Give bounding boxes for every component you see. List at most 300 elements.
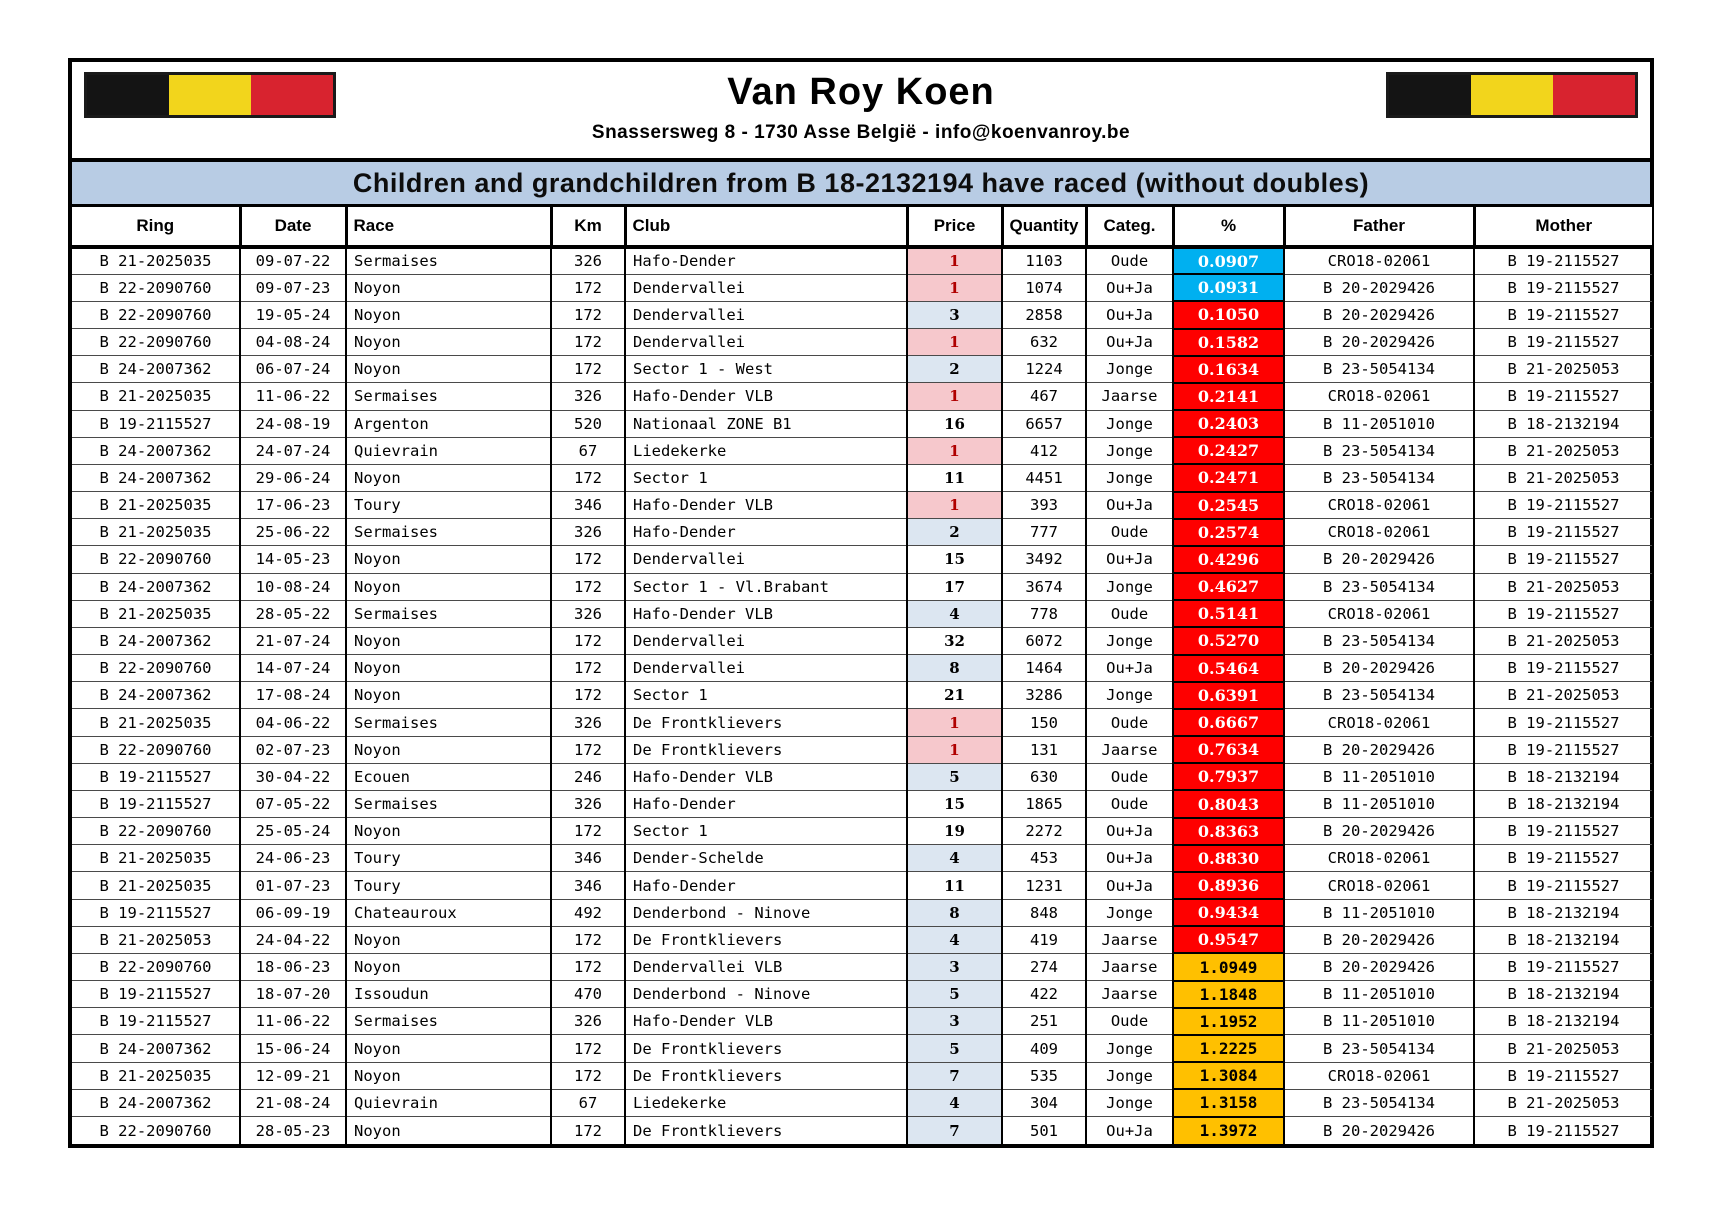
cell-km: 520 [551,410,625,437]
cell-quantity: 2858 [1002,301,1086,328]
cell-ring: B 21-2025035 [72,383,240,410]
cell-price: 7 [907,1062,1002,1089]
cell-percent: 0.6667 [1173,709,1284,736]
cell-mother: B 18-2132194 [1474,1008,1652,1035]
cell-price: 1 [907,274,1002,301]
cell-km: 172 [551,655,625,682]
cell-categ: Jonge [1086,573,1173,600]
table-row [72,437,1652,464]
cell-mother: B 21-2025053 [1474,627,1652,654]
cell-race: Noyon [346,627,551,654]
cell-date: 04-06-22 [240,709,346,736]
cell-ring: B 22-2090760 [72,301,240,328]
cell-father: B 23-5054134 [1284,682,1474,709]
cell-race: Sermaises [346,383,551,410]
cell-mother: B 18-2132194 [1474,410,1652,437]
cell-ring: B 21-2025035 [72,709,240,736]
cell-club: Hafo-Dender [625,790,907,817]
cell-quantity: 274 [1002,953,1086,980]
cell-categ: Jonge [1086,1089,1173,1116]
cell-mother: B 21-2025053 [1474,1089,1652,1116]
cell-percent: 0.5141 [1173,600,1284,627]
cell-quantity: 4451 [1002,464,1086,491]
cell-categ: Ou+Ja [1086,274,1173,301]
cell-race: Noyon [346,818,551,845]
cell-mother: B 19-2115527 [1507,1121,1620,1140]
cell-date: 25-05-24 [240,818,346,845]
cell-km: 172 [551,818,625,845]
cell-race: Noyon [346,1035,551,1062]
cell-km: 172 [551,573,625,600]
cell-price: 15 [907,790,1002,817]
cell-race: Ecouen [346,763,551,790]
table-row [72,627,1652,654]
table-row [72,736,1652,763]
table-row [72,709,1652,736]
table-row [72,410,1652,437]
cell-km: 172 [551,682,625,709]
cell-mother: B 21-2025053 [1474,437,1652,464]
cell-club: Sector 1 [625,682,907,709]
cell-ring: B 22-2090760 [72,274,240,301]
cell-date: 04-08-24 [240,329,346,356]
cell-percent: 0.2545 [1173,492,1284,519]
cell-km: 346 [551,492,625,519]
cell-mother: B 19-2115527 [1474,329,1652,356]
table-row [72,464,1652,491]
table-row [72,519,1652,546]
cell-ring: B 24-2007362 [72,356,240,383]
cell-club: Hafo-Dender VLB [625,383,907,410]
cell-club: Hafo-Dender VLB [625,1008,907,1035]
cell-categ: Jonge [1086,464,1173,491]
cell-categ: Jaarse [1086,926,1173,953]
results-table [72,207,1652,1144]
cell-price: 2 [907,519,1002,546]
table-row [72,682,1652,709]
cell-km: 67 [551,1089,625,1116]
cell-race: Noyon [346,356,551,383]
cell-price: 3 [907,1008,1002,1035]
cell-club: Sector 1 [625,818,907,845]
cell-categ: Ou+Ja [1086,329,1173,356]
cell-date: 24-04-22 [240,926,346,953]
cell-categ: Jaarse [1086,736,1173,763]
header-text-block [336,70,1386,144]
cell-price: 1 [907,383,1002,410]
cell-ring: B 21-2025035 [72,519,240,546]
cell-ring: B 19-2115527 [72,981,240,1008]
cell-price: 5 [907,763,1002,790]
cell-date: 17-08-24 [240,682,346,709]
cell-percent: 1.3084 [1173,1062,1284,1089]
cell-father: B 23-5054134 [1284,573,1474,600]
column-header-km: Km [551,207,625,247]
cell-km: 326 [551,383,625,410]
cell-mother: B 19-2115527 [1474,247,1652,274]
table-row [72,1035,1652,1062]
cell-race: Noyon [346,926,551,953]
cell-categ: Oude [1086,519,1173,546]
cell-price: 1 [907,492,1002,519]
cell-club: Denderbond - Ninove [625,981,907,1008]
cell-race: Quievrain [346,1089,551,1116]
page-subtitle: Snassersweg 8 - 1730 Asse België - info@koenvanroy.be [591,121,1131,143]
cell-percent: 1.1952 [1173,1008,1284,1035]
cell-price: 4 [907,600,1002,627]
cell-price: 11 [907,872,1002,899]
cell-quantity: 304 [1002,1089,1086,1116]
cell-club: Sector 1 - Vl.Brabant [625,573,907,600]
table-row [72,655,1652,682]
cell-quantity: 1865 [1002,790,1086,817]
report-page [68,58,1654,1148]
cell-km: 172 [551,1117,625,1145]
cell-race: Sermaises [346,790,551,817]
column-header-: % [1173,207,1284,247]
cell-club: De Frontklievers [625,1035,907,1062]
cell-percent: 0.4296 [1173,546,1284,573]
cell-father: B 11-2051010 [1284,763,1474,790]
table-row [72,546,1652,573]
column-header-price: Price [907,207,1002,247]
cell-date: 14-07-24 [240,655,346,682]
cell-km: 326 [551,519,625,546]
column-header-ring: Ring [72,207,240,247]
cell-km: 326 [551,1008,625,1035]
cell-percent: 0.6391 [1173,682,1284,709]
cell-date: 11-06-22 [240,383,346,410]
cell-quantity: 1231 [1002,872,1086,899]
cell-ring: B 24-2007362 [72,437,240,464]
cell-price: 17 [907,573,1002,600]
cell-mother: B 21-2025053 [1474,1035,1652,1062]
cell-quantity: 1103 [1002,247,1086,274]
cell-percent: 1.2225 [1173,1035,1284,1062]
cell-categ: Jonge [1086,627,1173,654]
cell-price: 32 [907,627,1002,654]
table-row [72,301,1652,328]
cell-quantity: 2272 [1002,818,1086,845]
cell-percent: 0.7937 [1173,763,1284,790]
cell-percent: 0.8936 [1173,872,1284,899]
cell-ring: B 22-2090760 [72,546,240,573]
cell-percent: 0.5270 [1173,627,1284,654]
cell-km: 172 [551,926,625,953]
cell-mother: B 19-2115527 [1474,492,1652,519]
column-header-race: Race [346,207,551,247]
cell-date: 28-05-22 [240,600,346,627]
cell-race: Chateauroux [346,899,551,926]
cell-date: 11-06-22 [240,1008,346,1035]
cell-mother: B 19-2115527 [1474,818,1652,845]
cell-race: Noyon [346,546,551,573]
cell-km: 67 [551,437,625,464]
cell-race: Noyon [346,464,551,491]
cell-race: Noyon [346,301,551,328]
cell-categ: Oude [1086,600,1173,627]
cell-quantity: 6072 [1002,627,1086,654]
cell-km: 172 [551,356,625,383]
cell-club: Dendervallei VLB [625,953,907,980]
table-row [72,1089,1652,1116]
cell-quantity: 6657 [1002,410,1086,437]
cell-club: Nationaal ZONE B1 [625,410,907,437]
cell-date: 14-05-23 [240,546,346,573]
cell-race: Issoudun [346,981,551,1008]
cell-club: Dendervallei [625,546,907,573]
cell-price: 4 [907,926,1002,953]
cell-price: 4 [907,1089,1002,1116]
cell-quantity: 453 [1002,845,1086,872]
cell-race: Argenton [346,410,551,437]
cell-categ: Jonge [1086,899,1173,926]
column-header-club: Club [625,207,907,247]
cell-father: CRO18-02061 [1284,383,1474,410]
cell-percent: 1.3158 [1173,1089,1284,1116]
cell-price: 2 [907,356,1002,383]
cell-percent: 0.8363 [1173,818,1284,845]
cell-categ: Jonge [1086,437,1173,464]
table-row [72,573,1652,600]
cell-price: 1 [907,736,1002,763]
cell-percent: 0.2427 [1173,437,1284,464]
cell-percent: 0.7634 [1173,736,1284,763]
cell-percent: 0.2574 [1173,519,1284,546]
cell-father: B 20-2029426 [1284,818,1474,845]
cell-categ: Oude [1086,790,1173,817]
table-row [72,872,1652,899]
cell-km: 172 [551,627,625,654]
column-header-categ: Categ. [1086,207,1173,247]
cell-father: B 20-2029426 [1284,736,1474,763]
cell-categ: Jonge [1086,410,1173,437]
cell-father: B 20-2029426 [1284,655,1474,682]
cell-km: 172 [551,274,625,301]
cell-ring: B 22-2090760 [72,1117,240,1145]
cell-price: 7 [907,1117,1002,1145]
cell-date: 17-06-23 [240,492,346,519]
cell-club: Sector 1 [625,464,907,491]
cell-club: Dendervallei [625,655,907,682]
cell-club: Sector 1 - West [625,356,907,383]
table-row [72,845,1652,872]
cell-mother: B 19-2115527 [1474,736,1652,763]
cell-ring: B 22-2090760 [72,818,240,845]
cell-quantity: 535 [1002,1062,1086,1089]
cell-quantity: 422 [1002,981,1086,1008]
cell-mother: B 19-2115527 [1474,845,1652,872]
cell-ring: B 19-2115527 [72,899,240,926]
cell-father: B 20-2029426 [1284,926,1474,953]
cell-race: Sermaises [346,247,551,274]
cell-mother: B 18-2132194 [1474,899,1652,926]
cell-date: 02-07-23 [240,736,346,763]
cell-ring: B 24-2007362 [72,573,240,600]
cell-date: 15-06-24 [240,1035,346,1062]
table-row [72,329,1652,356]
table-row [72,247,1652,274]
cell-ring: B 19-2115527 [72,763,240,790]
cell-mother: B 19-2115527 [1474,383,1652,410]
cell-categ: Jaarse [1086,953,1173,980]
cell-father: CRO18-02061 [1284,519,1474,546]
cell-father: B 20-2029426 [1284,953,1474,980]
cell-date: 28-05-23 [240,1117,346,1145]
cell-father: CRO18-02061 [1284,872,1474,899]
cell-percent: 0.8830 [1173,845,1284,872]
table-row [72,899,1652,926]
cell-mother: B 18-2132194 [1474,926,1652,953]
cell-percent: 0.0931 [1173,274,1284,301]
cell-quantity: 467 [1002,383,1086,410]
cell-price: 3 [907,953,1002,980]
table-row [72,492,1652,519]
cell-ring: B 24-2007362 [72,1089,240,1116]
table-row [72,383,1652,410]
cell-quantity: 1074 [1002,274,1086,301]
cell-race: Noyon [346,953,551,980]
cell-categ: Oude [1086,709,1173,736]
column-header-father: Father [1284,207,1474,247]
cell-quantity: 409 [1002,1035,1086,1062]
cell-club: Hafo-Dender VLB [625,600,907,627]
cell-km: 326 [551,247,625,274]
cell-ring: B 21-2025035 [72,845,240,872]
cell-mother: B 19-2115527 [1474,709,1652,736]
cell-km: 172 [551,464,625,491]
cell-categ: Ou+Ja [1086,546,1173,573]
cell-father: B 23-5054134 [1284,464,1474,491]
cell-date: 06-07-24 [240,356,346,383]
cell-race: Noyon [346,274,551,301]
cell-mother: B 21-2025053 [1474,356,1652,383]
cell-price: 1 [907,709,1002,736]
cell-mother: B 21-2025053 [1474,682,1652,709]
cell-categ: Ou+Ja [1086,301,1173,328]
cell-date: 25-06-22 [240,519,346,546]
cell-ring: B 22-2090760 [72,953,240,980]
cell-km: 346 [551,872,625,899]
cell-father: B 23-5054134 [1284,437,1474,464]
cell-price: 21 [907,682,1002,709]
cell-ring: B 24-2007362 [72,627,240,654]
cell-club: Hafo-Dender VLB [625,492,907,519]
cell-father: CRO18-02061 [1284,492,1474,519]
cell-mother: B 19-2115527 [1474,600,1652,627]
cell-categ: Ou+Ja [1086,872,1173,899]
cell-mother: B 19-2115527 [1474,872,1652,899]
cell-date: 24-06-23 [240,845,346,872]
cell-price: 19 [907,818,1002,845]
cell-price: 16 [907,410,1002,437]
cell-race: Noyon [346,329,551,356]
cell-date: 18-07-20 [240,981,346,1008]
table-row [72,926,1652,953]
cell-quantity: 3286 [1002,682,1086,709]
table-row [72,274,1652,301]
cell-mother: B 19-2115527 [1474,655,1652,682]
cell-categ: Ou+Ja [1086,818,1173,845]
table-row [72,1062,1652,1089]
table-row [72,1008,1652,1035]
table-row [72,818,1652,845]
cell-race: Sermaises [346,1008,551,1035]
cell-father: B 23-5054134 [1284,1035,1474,1062]
header-row [72,207,1652,247]
table-row [72,763,1652,790]
column-header-mother: Mother [1474,207,1652,247]
cell-mother: B 19-2115527 [1474,519,1652,546]
cell-date: 29-06-24 [240,464,346,491]
cell-categ: Oude [1086,1008,1173,1035]
cell-km: 470 [551,981,625,1008]
table-header-row [72,207,1652,247]
cell-date: 09-07-22 [240,247,346,274]
cell-mother: B 19-2115527 [1474,301,1652,328]
cell-ring: B 24-2007362 [72,464,240,491]
cell-categ: Jonge [1086,1035,1173,1062]
cell-percent: 0.1050 [1173,301,1284,328]
table-row [72,600,1652,627]
cell-percent: 1.0949 [1173,953,1284,980]
banner-title: Children and grandchildren from B 18-2132194 have raced (without doubles) [72,158,1650,207]
cell-race: Toury [346,845,551,872]
cell-percent: 0.9547 [1173,926,1284,953]
cell-km: 172 [551,1035,625,1062]
cell-father: B 11-2051010 [1284,981,1474,1008]
cell-club: Hafo-Dender [625,519,907,546]
cell-race: Noyon [346,655,551,682]
cell-km: 346 [551,845,625,872]
cell-quantity: 150 [1002,709,1086,736]
cell-km: 172 [551,953,625,980]
cell-date: 10-08-24 [240,573,346,600]
cell-percent: 0.1634 [1173,356,1284,383]
cell-km: 172 [551,736,625,763]
cell-ring: B 22-2090760 [72,736,240,763]
cell-categ: Jaarse [1086,981,1173,1008]
cell-date: 18-06-23 [240,953,346,980]
cell-percent: 0.4627 [1173,573,1284,600]
cell-percent: 1.1848 [1173,981,1284,1008]
cell-mother: B 18-2132194 [1474,763,1652,790]
cell-ring: B 24-2007362 [72,682,240,709]
cell-date: 12-09-21 [240,1062,346,1089]
cell-percent: 0.5464 [1173,655,1284,682]
cell-categ: Jonge [1086,1062,1173,1089]
cell-date: 01-07-23 [240,872,346,899]
cell-club: Hafo-Dender [625,247,907,274]
cell-price: 15 [907,546,1002,573]
cell-father: B 20-2029426 [1284,301,1474,328]
cell-ring: B 22-2090760 [72,655,240,682]
cell-father: B 23-5054134 [1284,1089,1474,1116]
cell-quantity: 3674 [1002,573,1086,600]
cell-race: Noyon [346,1117,551,1145]
belgian-flag-right-icon [1386,72,1638,118]
cell-club: Dendervallei [625,329,907,356]
cell-km: 492 [551,899,625,926]
cell-categ: Ou+Ja [1086,492,1173,519]
cell-father: B 20-2029426 [1284,274,1474,301]
cell-price: 5 [907,981,1002,1008]
cell-categ: Ou+Ja [1086,1117,1173,1145]
cell-father: B 23-5054134 [1284,356,1474,383]
cell-percent: 0.8043 [1173,790,1284,817]
cell-mother: B 19-2115527 [1474,546,1652,573]
cell-date: 21-08-24 [240,1089,346,1116]
